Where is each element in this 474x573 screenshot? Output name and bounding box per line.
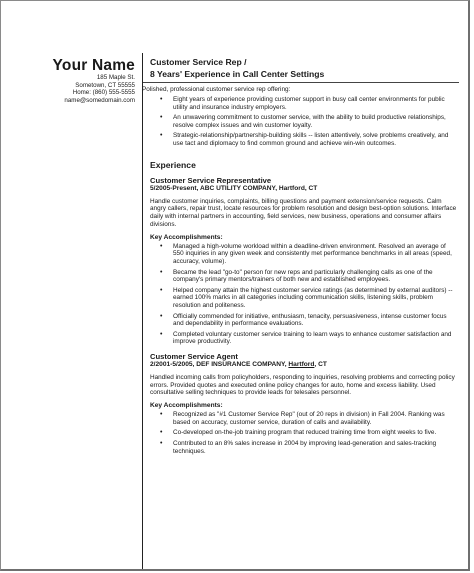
summary-item: • Strategic-relationship/partnership-building skills -- listen attentively, solve problems creatively, and use tact and diplomacy to find common ground and achieve win-win outcomes. (148, 132, 458, 147)
contact-column (1, 1, 137, 569)
job-title: Customer Service Representative (150, 175, 272, 185)
job-subtitle-city: Hartford (288, 360, 315, 368)
accomplishments-label: Key Accomplishments: (150, 402, 223, 410)
job-entry (148, 176, 458, 346)
headline-divider (143, 82, 459, 83)
job-subtitle (150, 361, 458, 369)
summary-intro: Polished, professional customer service rep offering: (142, 86, 291, 93)
job-subtitle: 5/2005-Present, ABC UTILITY COMPANY, Hartford, CT (150, 184, 318, 192)
candidate-name: Your Name (52, 57, 135, 74)
job-description: Handle customer inquiries, complaints, billing questions and payment extension/service requests. Calm angry callers, repair trust, locate resources for problem resolution and design best-option solutions. Interface daily with internal partners in accounting, field services, new business, operations and consumer affairs divisions. (150, 197, 457, 228)
accomplishment-item: • Managed a high-volume workload within a deadline-driven environment. Resolved an average of 550 inquiries in any given week and consistently met performance benchmarks in all areas (speed, accuracy, volume). (148, 243, 458, 266)
job-subtitle-suffix: , CT (314, 360, 327, 368)
accomplishment-item: • Completed voluntary customer service training to learn ways to enhance customer satisfaction and improve productivity. (148, 331, 458, 346)
email-address: name@somedomain.com (64, 96, 135, 104)
headline (150, 56, 458, 80)
phone-number: Home: (860) 555-5555 (72, 89, 135, 97)
column-divider (142, 53, 143, 571)
accomplishments-list (148, 243, 458, 346)
accomplishment-item: • Became the lead "go-to" person for new reps and particularly challenging calls as one of the company's primary mentors/trainers of both new and established employees. (148, 269, 458, 284)
summary-list (148, 96, 458, 148)
summary-item: • Eight years of experience providing customer support in busy call center environments for public utility and insurance industry employers. (148, 96, 458, 111)
accomplishments-label: Key Accomplishments: (150, 233, 223, 241)
accomplishment-item: • Helped company attain the highest customer service ratings (as determined by external auditors) -- earned 100% marks in all categories including communication skills, listening skills, problem resolution and politeness. (148, 287, 458, 310)
headline-line2: 8 Years' Experience in Call Center Settings (150, 69, 325, 79)
job-entry (148, 352, 458, 455)
address-line1: 185 Maple St. (96, 74, 135, 81)
job-subtitle-prefix: 2/2001-5/2005, DEF INSURANCE COMPANY, (150, 360, 289, 368)
accomplishments-list (148, 411, 458, 455)
accomplishment-item: • Contributed to an 8% sales increase in 2004 by improving lead-generation and sales-tracking techniques. (148, 440, 458, 455)
contact-block (64, 74, 135, 104)
content-column (142, 56, 458, 458)
experience-heading: Experience (150, 159, 196, 170)
job-description: Handled incoming calls from policyholders, responding to inquiries, resolving problems and correcting policy errors. Provided quotes and executed online policy changes for auto, home and excess liability. Used consultative selling techniques to provide leads for telesales personnel. (150, 373, 455, 397)
headline-line1: Customer Service Rep / (150, 57, 247, 67)
summary-item: • An unwavering commitment to customer service, with the ability to build productive relationships, resolve complex issues and win customer loyalty. (148, 114, 458, 129)
accomplishment-item: • Officially commended for initiative, enthusiasm, tenacity, persuasiveness, intense customer focus and dependability in performance evaluations. (148, 313, 458, 328)
job-title: Customer Service Agent (150, 351, 238, 361)
accomplishment-item: • Co-developed on-the-job training program that reduced training time from eight weeks to five. (148, 429, 458, 437)
accomplishment-item: • Recognized as "#1 Customer Service Rep" (out of 20 reps in division) in Fall 2004. Ranking was based on accuracy, customer service, duration of calls and availability. (148, 411, 458, 426)
address-line2: Sometown, CT 55555 (75, 81, 135, 89)
